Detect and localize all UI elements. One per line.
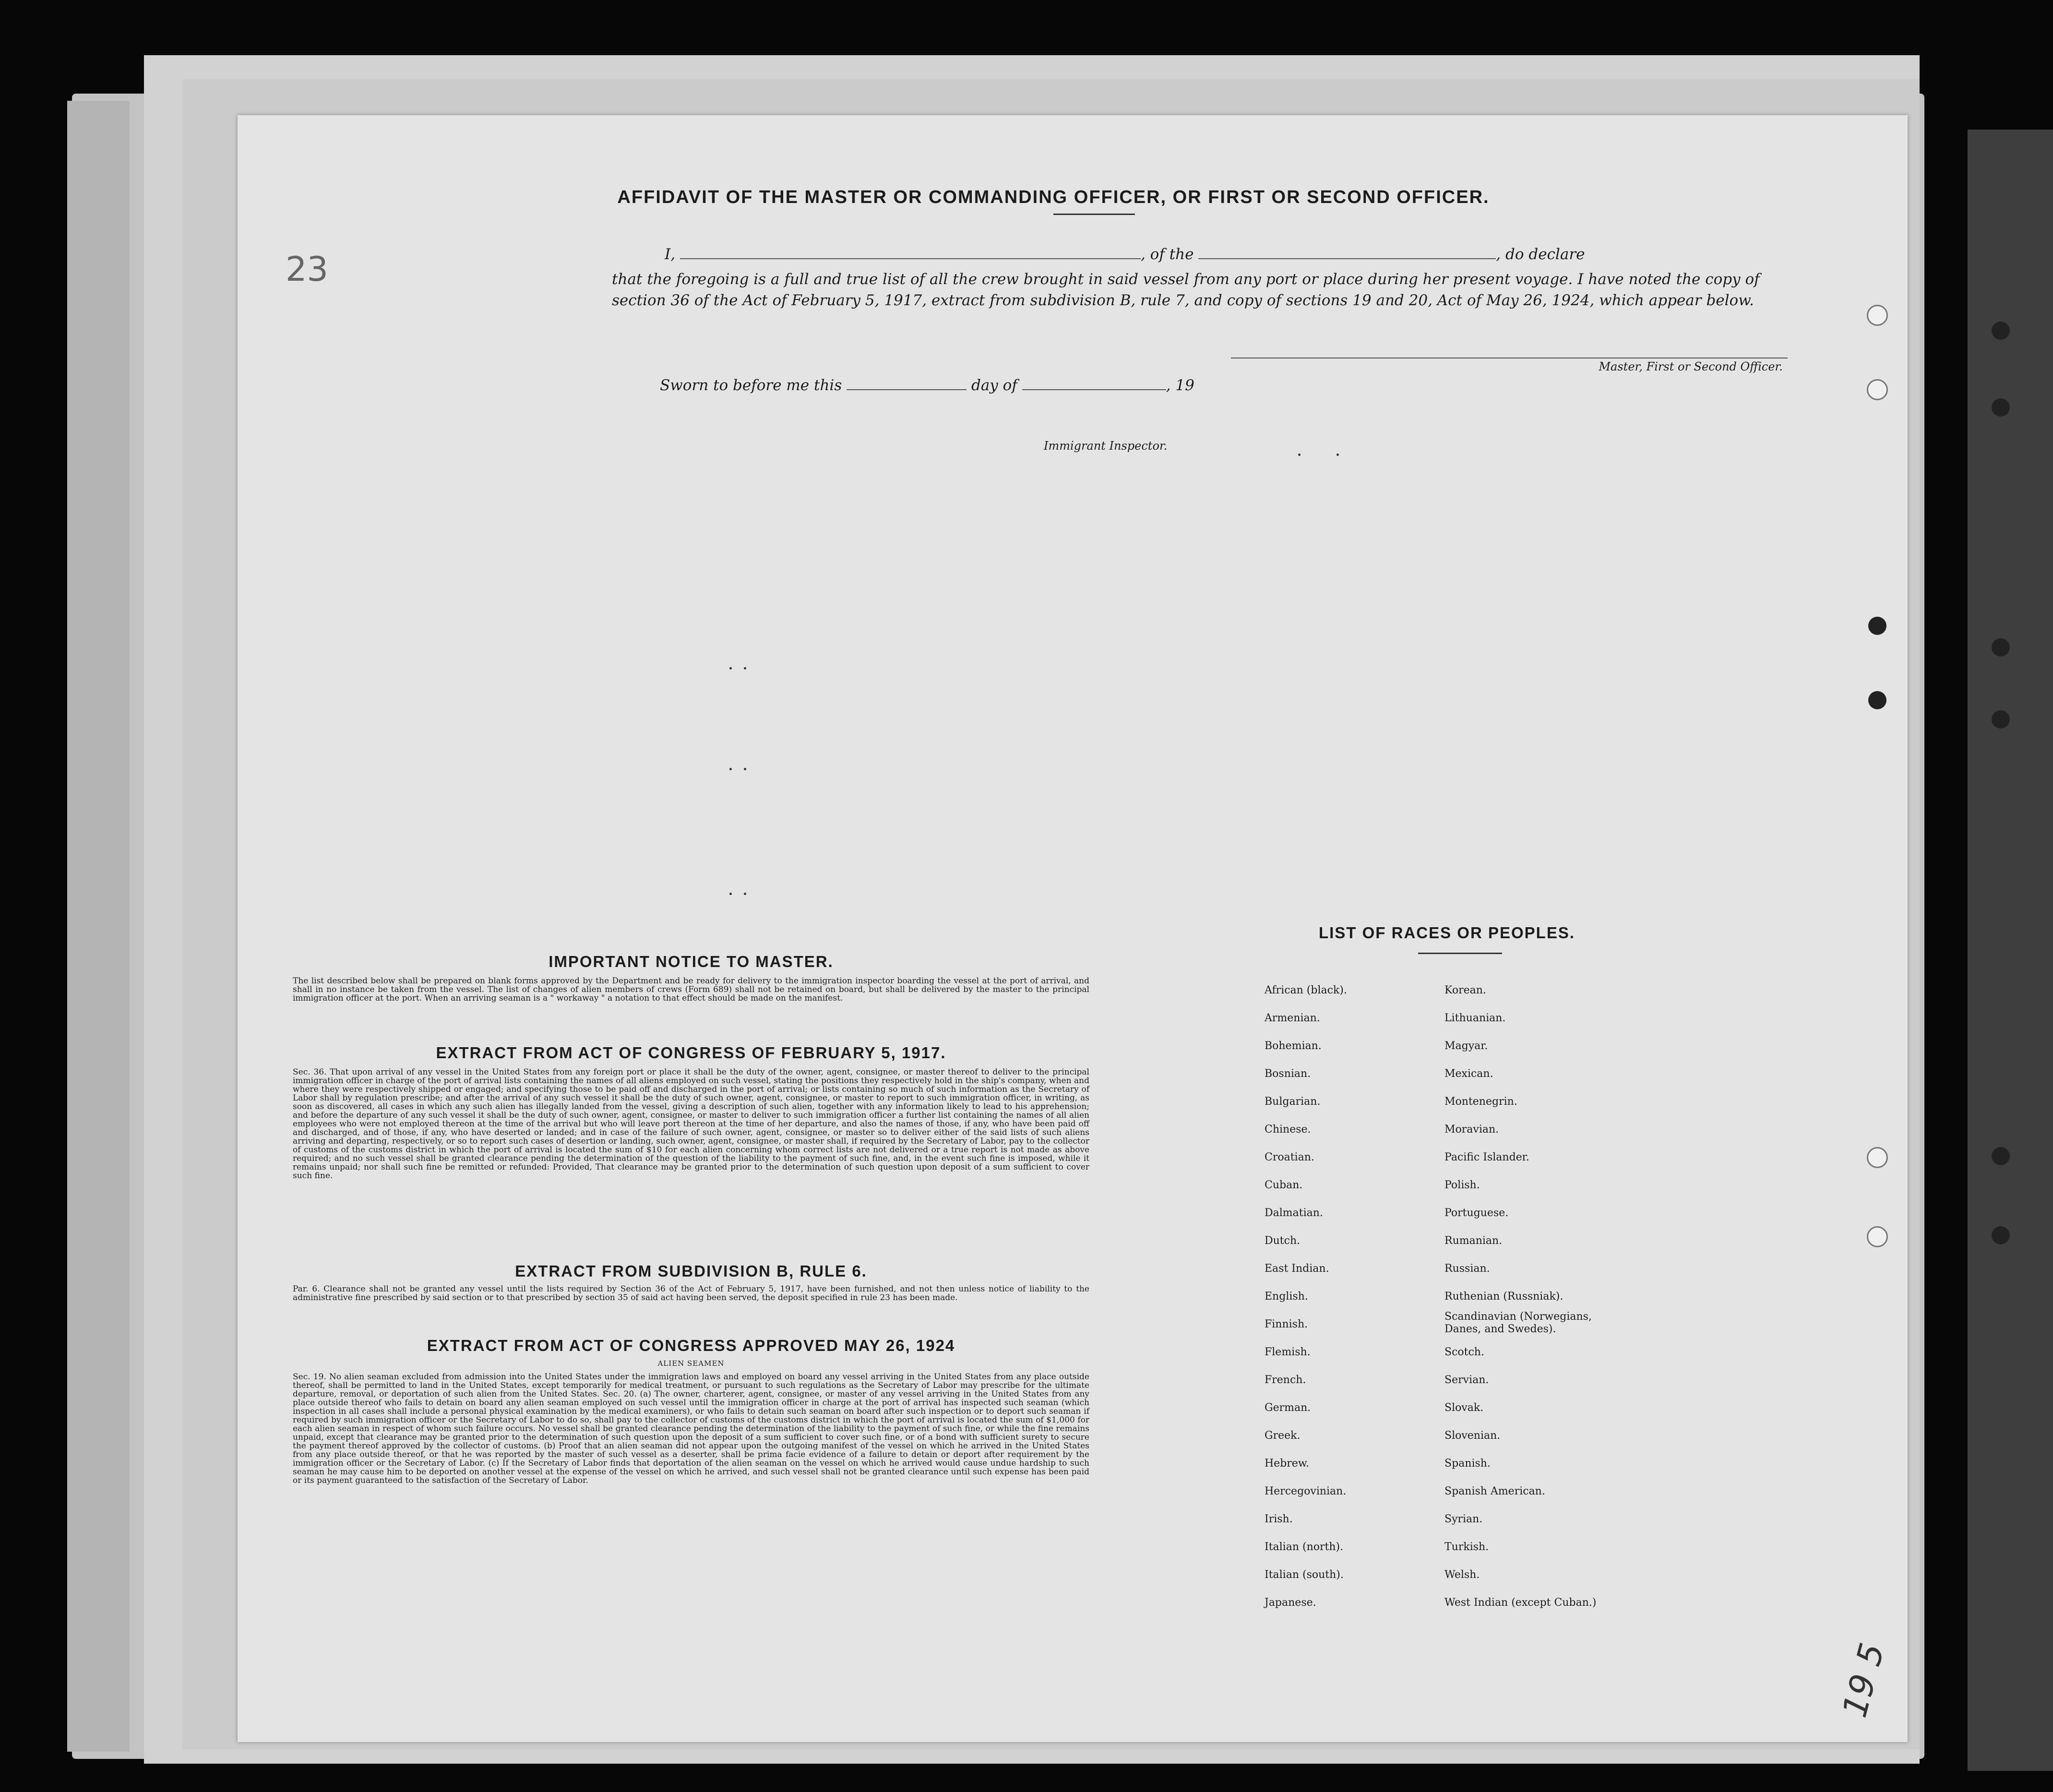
print-dot [1298, 454, 1301, 456]
declare-label: , do declare [1496, 246, 1585, 263]
print-dot [744, 893, 746, 895]
punch-hole [1867, 1226, 1888, 1247]
year-label: , 19 [1166, 377, 1194, 394]
race-item: African (black). [1265, 984, 1347, 996]
of-the-label: , of the [1140, 246, 1194, 263]
race-item: English. [1265, 1290, 1308, 1302]
race-item: Hebrew. [1265, 1457, 1310, 1469]
race-item: Cuban. [1265, 1179, 1303, 1191]
race-item: Greek. [1265, 1430, 1301, 1442]
punch-hole [1867, 1147, 1888, 1168]
race-item: Turkish. [1444, 1541, 1489, 1553]
affidavit-declaration-line [665, 246, 1585, 263]
extract-rule6-text: Par. 6. Clearance shall not be granted any vessel until the lists required by Section 36 of the Act of February 5, 1917, have been furnished, and not then unless notice of liability to the administrative fine prescribed by said section or to that prescribed by section 35 of said act having been served, the deposit specified in rule 23 has been made. [293, 1284, 1089, 1302]
race-item: Spanish American. [1444, 1485, 1545, 1497]
race-item: Italian (south). [1265, 1569, 1344, 1581]
extract-rule6-title: EXTRACT FROM SUBDIVISION B, RULE 6. [515, 1262, 867, 1280]
races-title: LIST OF RACES OR PEOPLES. [1318, 924, 1576, 942]
race-item: East Indian. [1265, 1263, 1329, 1275]
race-item: Dutch. [1265, 1235, 1301, 1247]
race-item: Hercegovinian. [1265, 1485, 1347, 1497]
binding-edge-left [67, 101, 130, 1752]
race-item: Syrian. [1444, 1513, 1483, 1525]
race-item: Ruthenian (Russniak). [1444, 1290, 1564, 1302]
race-item: Chinese. [1265, 1123, 1311, 1135]
binding-edge-right [1968, 130, 2053, 1771]
binding-hole [1992, 1147, 2010, 1165]
race-item: Finnish. [1265, 1318, 1308, 1330]
print-dot [744, 768, 746, 770]
race-item: German. [1265, 1402, 1311, 1414]
notice-title: IMPORTANT NOTICE TO MASTER. [549, 953, 834, 970]
race-item: Spanish. [1444, 1457, 1491, 1469]
binding-hole [1992, 322, 2010, 340]
race-item: Bosnian. [1265, 1068, 1311, 1080]
race-item: West Indian (except Cuban.) [1444, 1597, 1597, 1609]
race-item: Croatian. [1265, 1151, 1314, 1163]
punch-hole [1868, 617, 1886, 635]
month-blank [1022, 389, 1166, 390]
handwritten-note: 19 5 [1835, 1639, 1892, 1721]
immigrant-inspector-label: Immigrant Inspector. [1044, 439, 1168, 453]
race-item: Pacific Islander. [1444, 1151, 1529, 1163]
binding-hole [1992, 1226, 2010, 1244]
race-item: Irish. [1265, 1513, 1293, 1525]
extract-1917-title: EXTRACT FROM ACT OF CONGRESS OF FEBRUARY 5, 1917. [436, 1044, 946, 1062]
extract-1924-subtitle: ALIEN SEAMEN [657, 1359, 725, 1368]
punch-hole [1867, 379, 1888, 400]
title-rule [1053, 214, 1135, 215]
binding-hole [1992, 398, 2010, 417]
day-of-label: day of [971, 377, 1017, 394]
race-item: Armenian. [1265, 1012, 1320, 1024]
race-item: Lithuanian. [1444, 1012, 1506, 1024]
affidavit-title: AFFIDAVIT OF THE MASTER OR COMMANDING OFFICER, OR FIRST OR SECOND OFFICER. [617, 187, 1490, 207]
race-item: Bulgarian. [1265, 1096, 1321, 1108]
binding-hole [1992, 710, 2010, 729]
affidavit-body: that the foregoing is a full and true list of all the crew brought in said vessel from any port or place during her present voyage. I have noted the copy of section 36 of the Act of February 5, 1917, extract from subdivision B, rule 7, and copy of sections 19 and 20, Act of May 26, 1924, which appear below. [612, 271, 1760, 309]
notice-text: The list described below shall be prepared on blank forms approved by the Department and be ready for delivery to the immigration inspector boarding the vessel at the port of arrival, and shall in no instance be taken from the vessel. The list of changes of alien members of crews (Form 689) shall not be retained on board, but shall be delivered by the master to the principal immigration officer at the port. When an arriving seaman is a " workaway " a notation to that effect should be made on the manifest. [293, 976, 1089, 1003]
print-dot [729, 768, 732, 770]
vessel-blank [1198, 258, 1496, 259]
race-item: Slovak. [1444, 1402, 1484, 1414]
extract-1924-title: EXTRACT FROM ACT OF CONGRESS APPROVED MAY 26, 1924 [427, 1337, 955, 1354]
race-item: French. [1265, 1374, 1306, 1386]
race-item: Japanese. [1265, 1597, 1316, 1609]
print-dot [729, 667, 732, 669]
sworn-line [660, 377, 1194, 394]
day-blank [847, 389, 967, 390]
handwritten-mark: 23 [286, 250, 329, 289]
race-item: Servian. [1444, 1374, 1489, 1386]
race-item: Moravian. [1444, 1123, 1499, 1135]
extract-1917-text: Sec. 36. That upon arrival of any vessel in the United States from any foreign port or place it shall be the duty of the owner, agent, consignee, or master thereof to deliver to the principal immigration officer in charge of the port of arrival lists containing the names of all aliens employed on such vessel, stating the positions they respectively hold in the ship's company, when and where they were respectively shipped or engaged; and specifying those to be paid off and discharged in the port of arrival; or lists containing so much of such information as the Secretary of Labor shall by regulation prescribe; and after the arrival of any such vessel it shall be the duty of such owner, agent, consignee, or master to report to such immigration officer, in writing, as soon as discovered, all cases in which any such alien has illegally landed from the vessel, giving a description of such alien, together with any information likely to lead to his apprehension; and before the departure of any such vessel it shall be the duty of such owner, agent, consignee, or master to deliver to such immigration officer a further list containing the names of all alien employees who were not employed thereon at the time of the arrival but who will leave port thereon at the time of her departure, and also the names of those, if any, who have been paid off and discharged, and of those, if any, who have deserted or landed; and in case of the failure of such owner, agent, consignee, or master so to deliver either of the said lists of such aliens arriving and departing, respectively, or so to report such cases of desertion or landing, such owner, agent, consignee, or master shall, if required by the Secretary of Labor, pay to the collector of customs of the customs district in which the port of arrival is located the sum of $10 for each alien concerning whom correct lists are not delivered or a true report is not made as above required; and no such vessel shall be granted clearance pending the determination of the question of the liability to the payment of such fine, and, in the event such fine is imposed, while it remains unpaid; nor shall such fine be remitted or refunded: Provided, That clearance may be granted prior to the determination of such question upon deposit of a sum sufficient to cover such fine. [293, 1067, 1089, 1181]
races-left-column [1265, 977, 1347, 1617]
race-item: Bohemian. [1265, 1040, 1322, 1052]
print-dot [744, 667, 746, 669]
race-item: Dalmatian. [1265, 1207, 1323, 1219]
race-item: Polish. [1444, 1179, 1480, 1191]
sworn-prefix: Sworn to before me this [660, 377, 842, 394]
race-item: Montenegrin. [1444, 1096, 1517, 1108]
print-dot [1337, 454, 1339, 456]
master-signature-label: Master, First or Second Officer. [1599, 360, 1783, 373]
race-item: Italian (north). [1265, 1541, 1344, 1553]
races-title-rule [1418, 953, 1502, 954]
print-dot [729, 893, 732, 895]
race-item: Scandinavian (Norwegians, Danes, and Swedes). [1444, 1311, 1592, 1335]
race-item: Slovenian. [1444, 1430, 1501, 1442]
punch-hole [1867, 305, 1888, 326]
binding-hole [1992, 638, 2010, 657]
name-blank [680, 258, 1141, 259]
race-item: Scotch. [1444, 1346, 1484, 1358]
race-item: Mexican. [1444, 1068, 1493, 1080]
race-item: Rumanian. [1444, 1235, 1503, 1247]
race-item: Flemish. [1265, 1346, 1311, 1358]
extract-1924-text: Sec. 19. No alien seaman excluded from admission into the United States under the immigration laws and employed on board any vessel arriving in the United States from any place outside thereof, shall be permitted to land in the United States, except temporarily for medical treatment, or pursuant to such regulations as the Secretary of Labor may prescribe for the ultimate departure, removal, or deportation of such alien from the United States. Sec. 20. (a) The owner, charterer, agent, consignee, or master of any vessel arriving in the United States from any place outside thereof who fails to detain on board any alien seaman employed on such vessel until the immigration officer in charge at the port of arrival has inspected such seaman (which inspection in all cases shall include a personal physical examination by the medical examiners), or who fails to detain such seaman on board after such inspection or to deport such seaman if required by such immigration officer or the Secretary of Labor to do so, shall pay to the collector of customs of the customs district in which the port of arrival is located the sum of $1,000 for each alien seaman in respect of whom such failure occurs. No vessel shall be granted clearance pending the determination of the liability to the payment of such fine, or while the fine remains unpaid, except that clearance may be granted prior to the determination of such question upon the deposit of a sum sufficient to cover such fine, or of a bond with sufficient surety to secure the payment thereof approved by the collector of customs. (b) Proof that an alien seaman did not appear upon the outgoing manifest of the vessel on which he arrived in the United States from any place outside thereof, or that he was reported by the master of such vessel as a deserter, shall be prima facie evidence of a failure to detain or deport after requirement by the immigration officer or the Secretary of Labor. (c) If the Secretary of Labor finds that deportation of the alien seaman on the vessel on which he arrived would cause undue hardship to such seaman he may cause him to be deported on another vessel at the expense of the vessel on which he arrived, and such vessel shall not be granted clearance until such expense has been paid or its payment guaranteed to the satisfaction of the Secretary of Labor. [293, 1372, 1089, 1485]
race-item: Portuguese. [1444, 1207, 1509, 1219]
race-item: Korean. [1444, 984, 1486, 996]
race-item: Welsh. [1444, 1569, 1480, 1581]
race-item: Magyar. [1444, 1040, 1488, 1052]
affidavit-i: I, [665, 246, 676, 263]
races-right-column [1444, 977, 1608, 1617]
punch-hole [1868, 691, 1886, 709]
document-page [238, 115, 1908, 1742]
race-item: Russian. [1444, 1263, 1490, 1275]
